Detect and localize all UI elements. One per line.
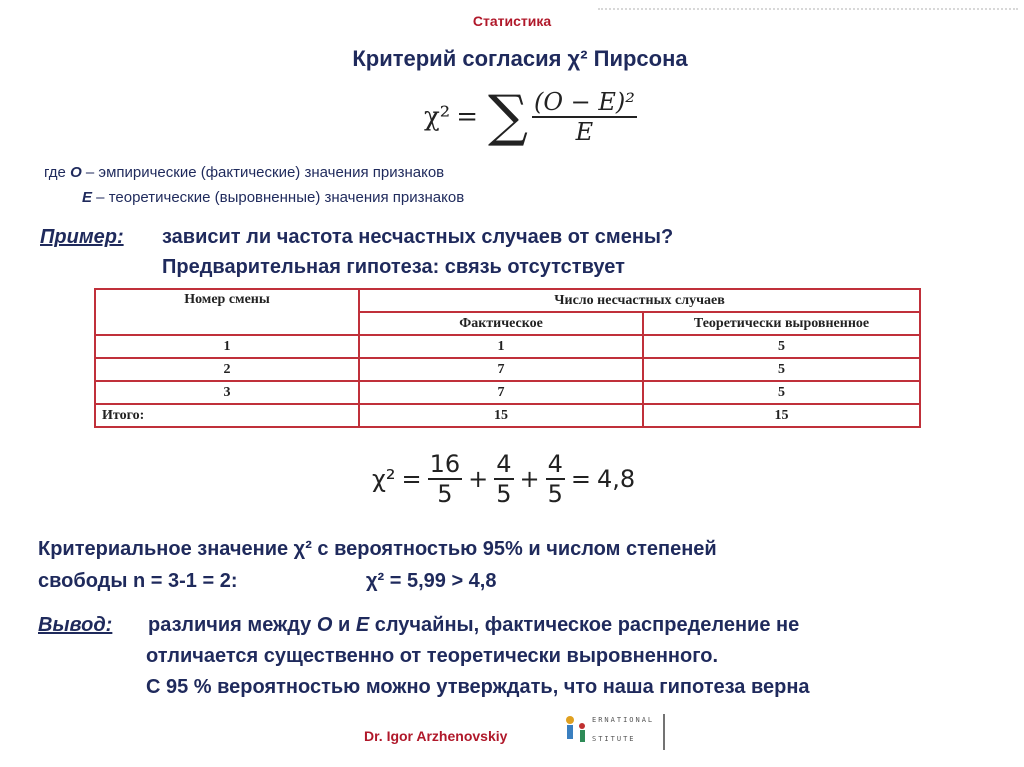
conclusion-label: Вывод: [38,614,113,636]
chi-square-calculation [372,442,635,516]
calc-fraction-2 [494,450,513,508]
cell-theoretical: 5 [643,335,920,358]
cell-theoretical: 5 [643,358,920,381]
table-header-row [95,289,920,312]
cell-total-label: Итого: [95,404,359,427]
formula-fraction [532,88,637,146]
accidents-table [94,288,921,428]
conclusion-line-1 [148,614,799,637]
conclusion-text: случайны, фактическое распределение не [369,614,800,636]
cell-total-theoretical: 15 [643,404,920,427]
definition-o [44,164,444,181]
formula-equals: = [456,102,478,132]
definition-prefix: где [44,164,71,181]
symbol-e: Е [82,189,93,206]
symbol-e: Е [355,614,370,636]
conclusion-text: и [332,614,356,636]
header-theoretical: Теоретически выровненное [643,312,920,335]
table-total-row [95,404,920,427]
fraction-denominator: 5 [547,480,563,508]
symbol-o: О [70,164,82,181]
hypothesis-text: Предварительная гипотеза: связь отсутствует [162,256,625,278]
definition-o-text: – эмпирические (фактические) значения признаков [81,164,445,181]
header-group: Число несчастных случаев [359,289,920,312]
chi-square-formula [424,82,637,152]
calc-fraction-3 [546,450,565,508]
definition-e-text: – теоретические (выровненные) значения признаков [92,189,465,206]
calc-result: 4,8 [597,465,636,493]
conclusion-text: различия между [148,614,317,636]
example-question: зависит ли частота несчастных случаев от смены? [162,226,674,248]
conclusion-line-2: отличается существенно от теоретически выровненного. [146,645,719,667]
table-row [95,358,920,381]
conclusion-line-3: С 95 % вероятностью можно утверждать, что наша гипотеза верна [146,676,810,698]
slide-title: Критерий согласия χ² Пирсона [352,46,688,71]
cell-shift: 3 [95,381,359,404]
example-label: Пример: [40,226,124,248]
criterion-line-1: Критериальное значение χ² с вероятностью 95% и числом степеней [38,538,717,560]
calc-equals-result: = [570,465,592,493]
cell-actual: 7 [359,381,643,404]
author-name: Dr. Igor Arzhenovskiy [364,728,508,744]
cell-shift: 2 [95,358,359,381]
sigma-symbol: ∑ [487,84,528,149]
formula-denominator: E [532,116,637,146]
section-label: Статистика [472,13,552,29]
logo-text-line-1: ERNATIONAL [592,716,655,724]
formula-numerator: (O − E)² [533,88,635,116]
header-shift: Номер смены [95,289,359,335]
calc-fraction-1 [428,450,463,508]
calc-plus: + [519,465,540,493]
criterion-value: χ² = 5,99 > 4,8 [366,570,497,592]
fraction-numerator: 4 [547,450,563,478]
table-row [95,335,920,358]
cell-total-actual: 15 [359,404,643,427]
formula-lhs: χ² [424,102,451,132]
header-actual: Фактическое [359,312,643,335]
symbol-o: О [316,614,333,636]
criterion-line-2: свободы n = 3-1 = 2: [38,570,238,592]
fraction-numerator: 16 [429,450,461,478]
calc-plus: + [468,465,489,493]
table-row [95,381,920,404]
calc-lhs: χ² [372,465,396,493]
cell-actual: 1 [359,335,643,358]
fraction-denominator: 5 [428,478,463,508]
definition-e [82,189,464,206]
decorative-dotted-rule [598,8,1018,10]
calc-equals: = [401,465,422,493]
cell-shift: 1 [95,335,359,358]
cell-actual: 7 [359,358,643,381]
fraction-denominator: 5 [496,480,512,508]
fraction-numerator: 4 [496,450,512,478]
logo-text-line-2: STITUTE [592,735,636,743]
cell-theoretical: 5 [643,381,920,404]
